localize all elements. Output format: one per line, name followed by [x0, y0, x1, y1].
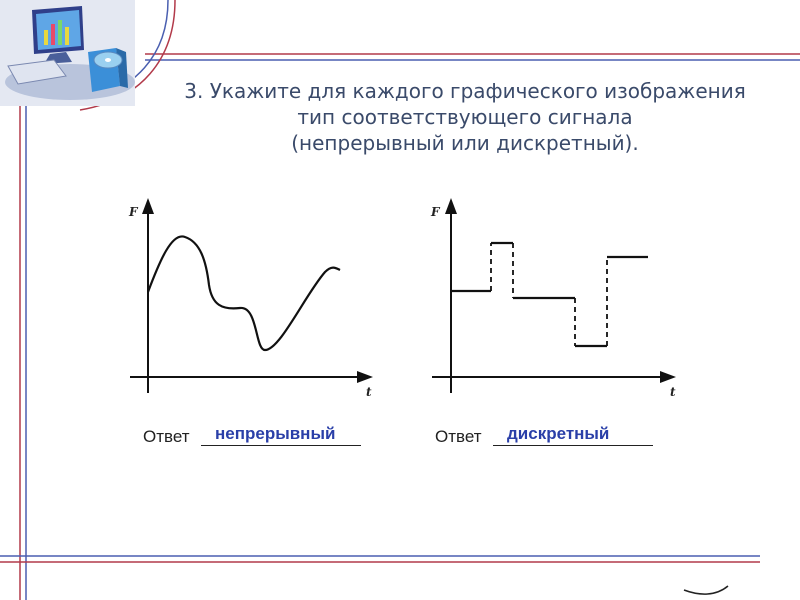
- answer-right: [435, 424, 665, 450]
- question-line-3: (непрерывный или дискретный).: [291, 131, 639, 155]
- x-axis-label-left: t: [366, 385, 372, 399]
- answer-left-label: Ответ: [143, 427, 190, 446]
- y-axis-label-right: F: [431, 205, 440, 219]
- answer-left-underline: [201, 445, 361, 446]
- answer-right-underline: [493, 445, 653, 446]
- frame-curl: [684, 586, 728, 594]
- answer-left: [143, 424, 373, 450]
- answer-right-label: Ответ: [435, 427, 482, 446]
- y-axis-label-left: F: [129, 205, 138, 219]
- x-axis-label-right: t: [670, 385, 676, 399]
- computer-illustration-icon: [0, 0, 140, 110]
- answer-right-value: дискретный: [507, 424, 610, 443]
- question-line-1: 3. Укажите для каждого графического изображения: [184, 79, 746, 103]
- question-text: [150, 78, 780, 156]
- question-line-2: тип соответствующего сигнала: [297, 105, 633, 129]
- answer-left-value: непрерывный: [215, 424, 336, 443]
